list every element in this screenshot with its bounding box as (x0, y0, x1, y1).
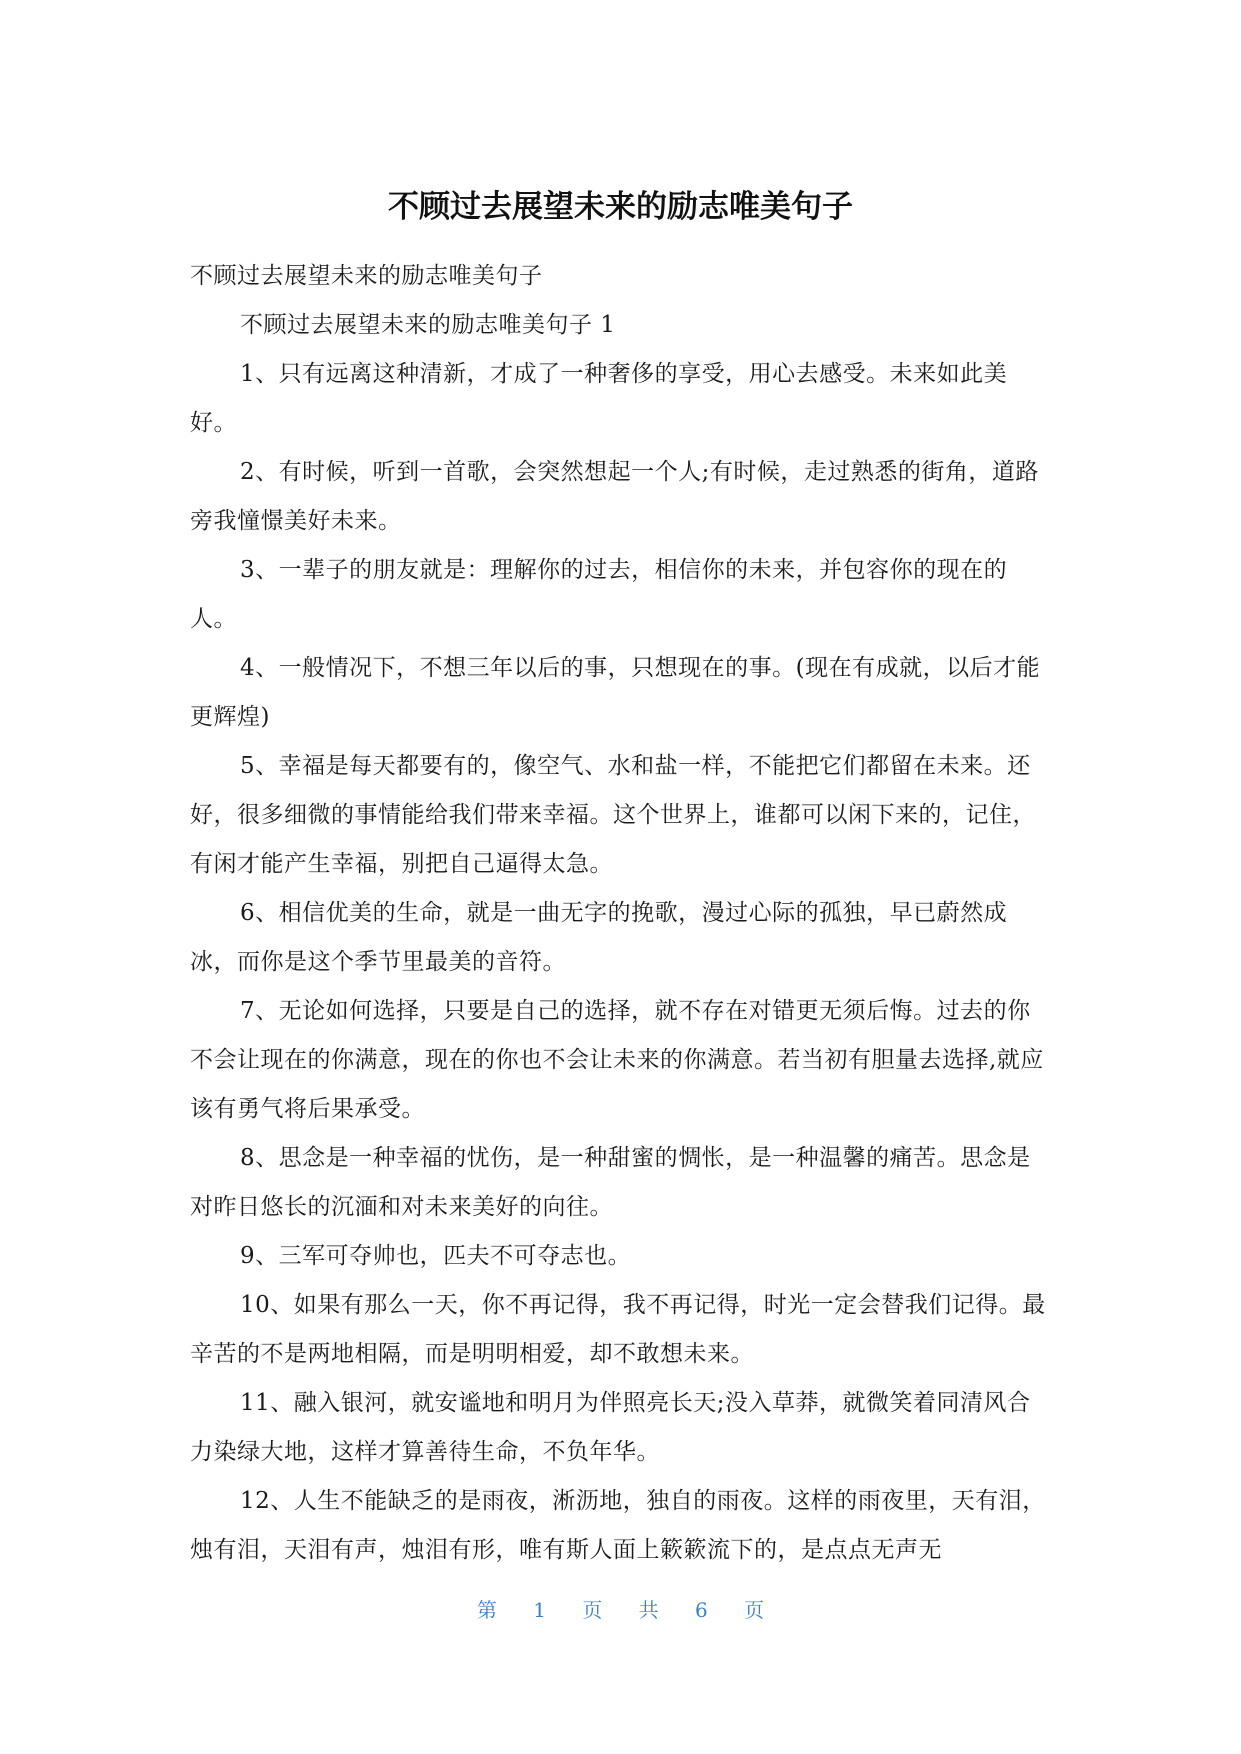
list-item: 7、无论如何选择，只要是自己的选择，就不存在对错更无须后悔。过去的你不会让现在的你满意，现在的你也不会让未来的你满意。若当初有胆量去选择,就应该有勇气将后果承受。 (190, 998, 1044, 1122)
footer-total-label: 共 (638, 1598, 659, 1622)
footer-total-suffix: 页 (744, 1598, 765, 1622)
document-title: 不顾过去展望未来的励志唯美句子 (388, 189, 853, 225)
footer-page-word: 页 (582, 1598, 603, 1622)
list-item: 1、只有远离这种清新，才成了一种奢侈的享受，用心去感受。未来如此美好。 (190, 361, 1008, 436)
list-item: 6、相信优美的生命，就是一曲无字的挽歌，漫过心际的孤独，早已蔚然成冰，而你是这个季节里最美的音符。 (190, 900, 1008, 975)
list-item: 2、有时候，听到一首歌，会突然想起一个人;有时候，走过熟悉的街角，道路旁我憧憬美好未来。 (190, 459, 1039, 534)
list-item: 10、如果有那么一天，你不再记得，我不再记得，时光一定会替我们记得。最辛苦的不是两地相隔，而是明明相爱，却不敢想未来。 (190, 1292, 1046, 1367)
footer-total-pages: 6 (695, 1598, 708, 1622)
page-footer (0, 1596, 1241, 1624)
list-item: 12、人生不能缺乏的是雨夜，淅沥地，独自的雨夜。这样的雨夜里，天有泪，烛有泪，天泪有声，烛泪有形，唯有斯人面上簌簌流下的，是点点无声无 (190, 1488, 1046, 1563)
footer-page-label: 第 (476, 1598, 497, 1622)
footer-current-page: 1 (533, 1598, 546, 1622)
list-item: 8、思念是一种幸福的忧伤，是一种甜蜜的惆怅，是一种温馨的痛苦。思念是对昨日悠长的沉湎和对未来美好的向往。 (190, 1145, 1031, 1220)
section-heading: 不顾过去展望未来的励志唯美句子 1 (240, 312, 616, 338)
list-item: 3、一辈子的朋友就是：理解你的过去，相信你的未来，并包容你的现在的人。 (190, 557, 1008, 632)
document-subtitle: 不顾过去展望未来的励志唯美句子 (190, 263, 543, 289)
document-body (190, 252, 1052, 1575)
list-item: 5、幸福是每天都要有的，像空气、水和盐一样，不能把它们都留在未来。还好，很多细微的事情能给我们带来幸福。这个世界上，谁都可以闲下来的，记住，有闲才能产生幸福，别把自己逼得太急。 (190, 753, 1036, 877)
list-item: 4、一般情况下，不想三年以后的事，只想现在的事。(现在有成就，以后才能更辉煌) (190, 655, 1041, 730)
list-item: 9、三军可夺帅也，匹夫不可夺志也。 (240, 1243, 632, 1269)
list-item: 11、融入银河，就安谧地和明月为伴照亮长天;没入草莽，就微笑着同清风合力染绿大地，这样才算善待生命，不负年华。 (190, 1390, 1031, 1465)
